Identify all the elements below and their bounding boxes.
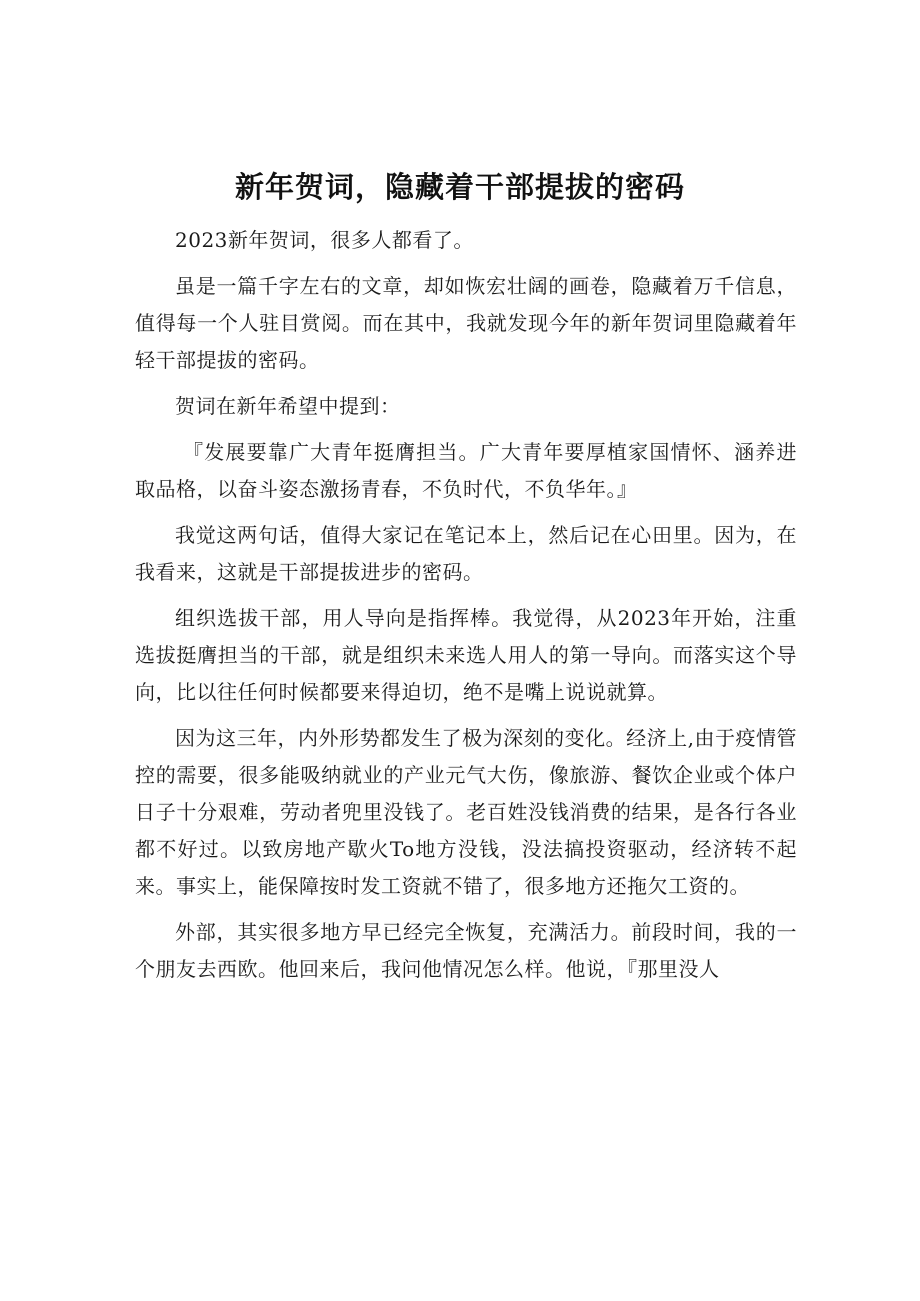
- paragraph-intro: 2023新年贺词，很多人都看了。: [175, 228, 474, 252]
- paragraph-external: 外部，其实很多地方早已经完全恢复，充满活力。前段时间，我的一个朋友去西欧。他回来后，我问他情况怎么样。他说，『那里没人: [135, 920, 797, 981]
- document-title: 新年贺词，隐藏着干部提拔的密码: [234, 170, 685, 204]
- paragraph-quote: 『发展要靠广大青年挺膺担当。广大青年要厚植家国情怀、涵养进取品格，以奋斗姿态激扬青春，不负时代，不负华年。』: [135, 440, 797, 501]
- paragraph-selection: 组织选拔干部，用人导向是指挥棒。我觉得，从2023年开始，注重选拔挺膺担当的干部，就是组织未来选人用人的第一导向。而落实这个导向，比以往任何时候都要来得迫切，绝不是嘴上说说就算。: [135, 606, 797, 704]
- paragraph-economy: 因为这三年，内外形势都发生了极为深刻的变化。经济上,由于疫情管控的需要，很多能吸纳就业的产业元气大伤，像旅游、餐饮企业或个体户日子十分艰难，劳动者兜里没钱了。老百姓没钱消费的结果，是各行各业都不好过。以致房地产歇火To地方没钱，没法搞投资驱动，经济转不起来。事实上，能保障按时发工资就不错了，很多地方还拖欠工资的。: [135, 726, 797, 898]
- document-body: [135, 222, 797, 997]
- paragraph-quote-lead: 贺词在新年希望中提到：: [175, 394, 401, 418]
- paragraph-opinion: 我觉这两句话，值得大家记在笔记本上，然后记在心田里。因为，在我看来，这就是干部提拔进步的密码。: [135, 523, 797, 584]
- paragraph-discovery: 虽是一篇千字左右的文章，却如恢宏壮阔的画卷，隐藏着万千信息，值得每一个人驻目赏阅。而在其中，我就发现今年的新年贺词里隐藏着年轻干部提拔的密码。: [135, 274, 797, 372]
